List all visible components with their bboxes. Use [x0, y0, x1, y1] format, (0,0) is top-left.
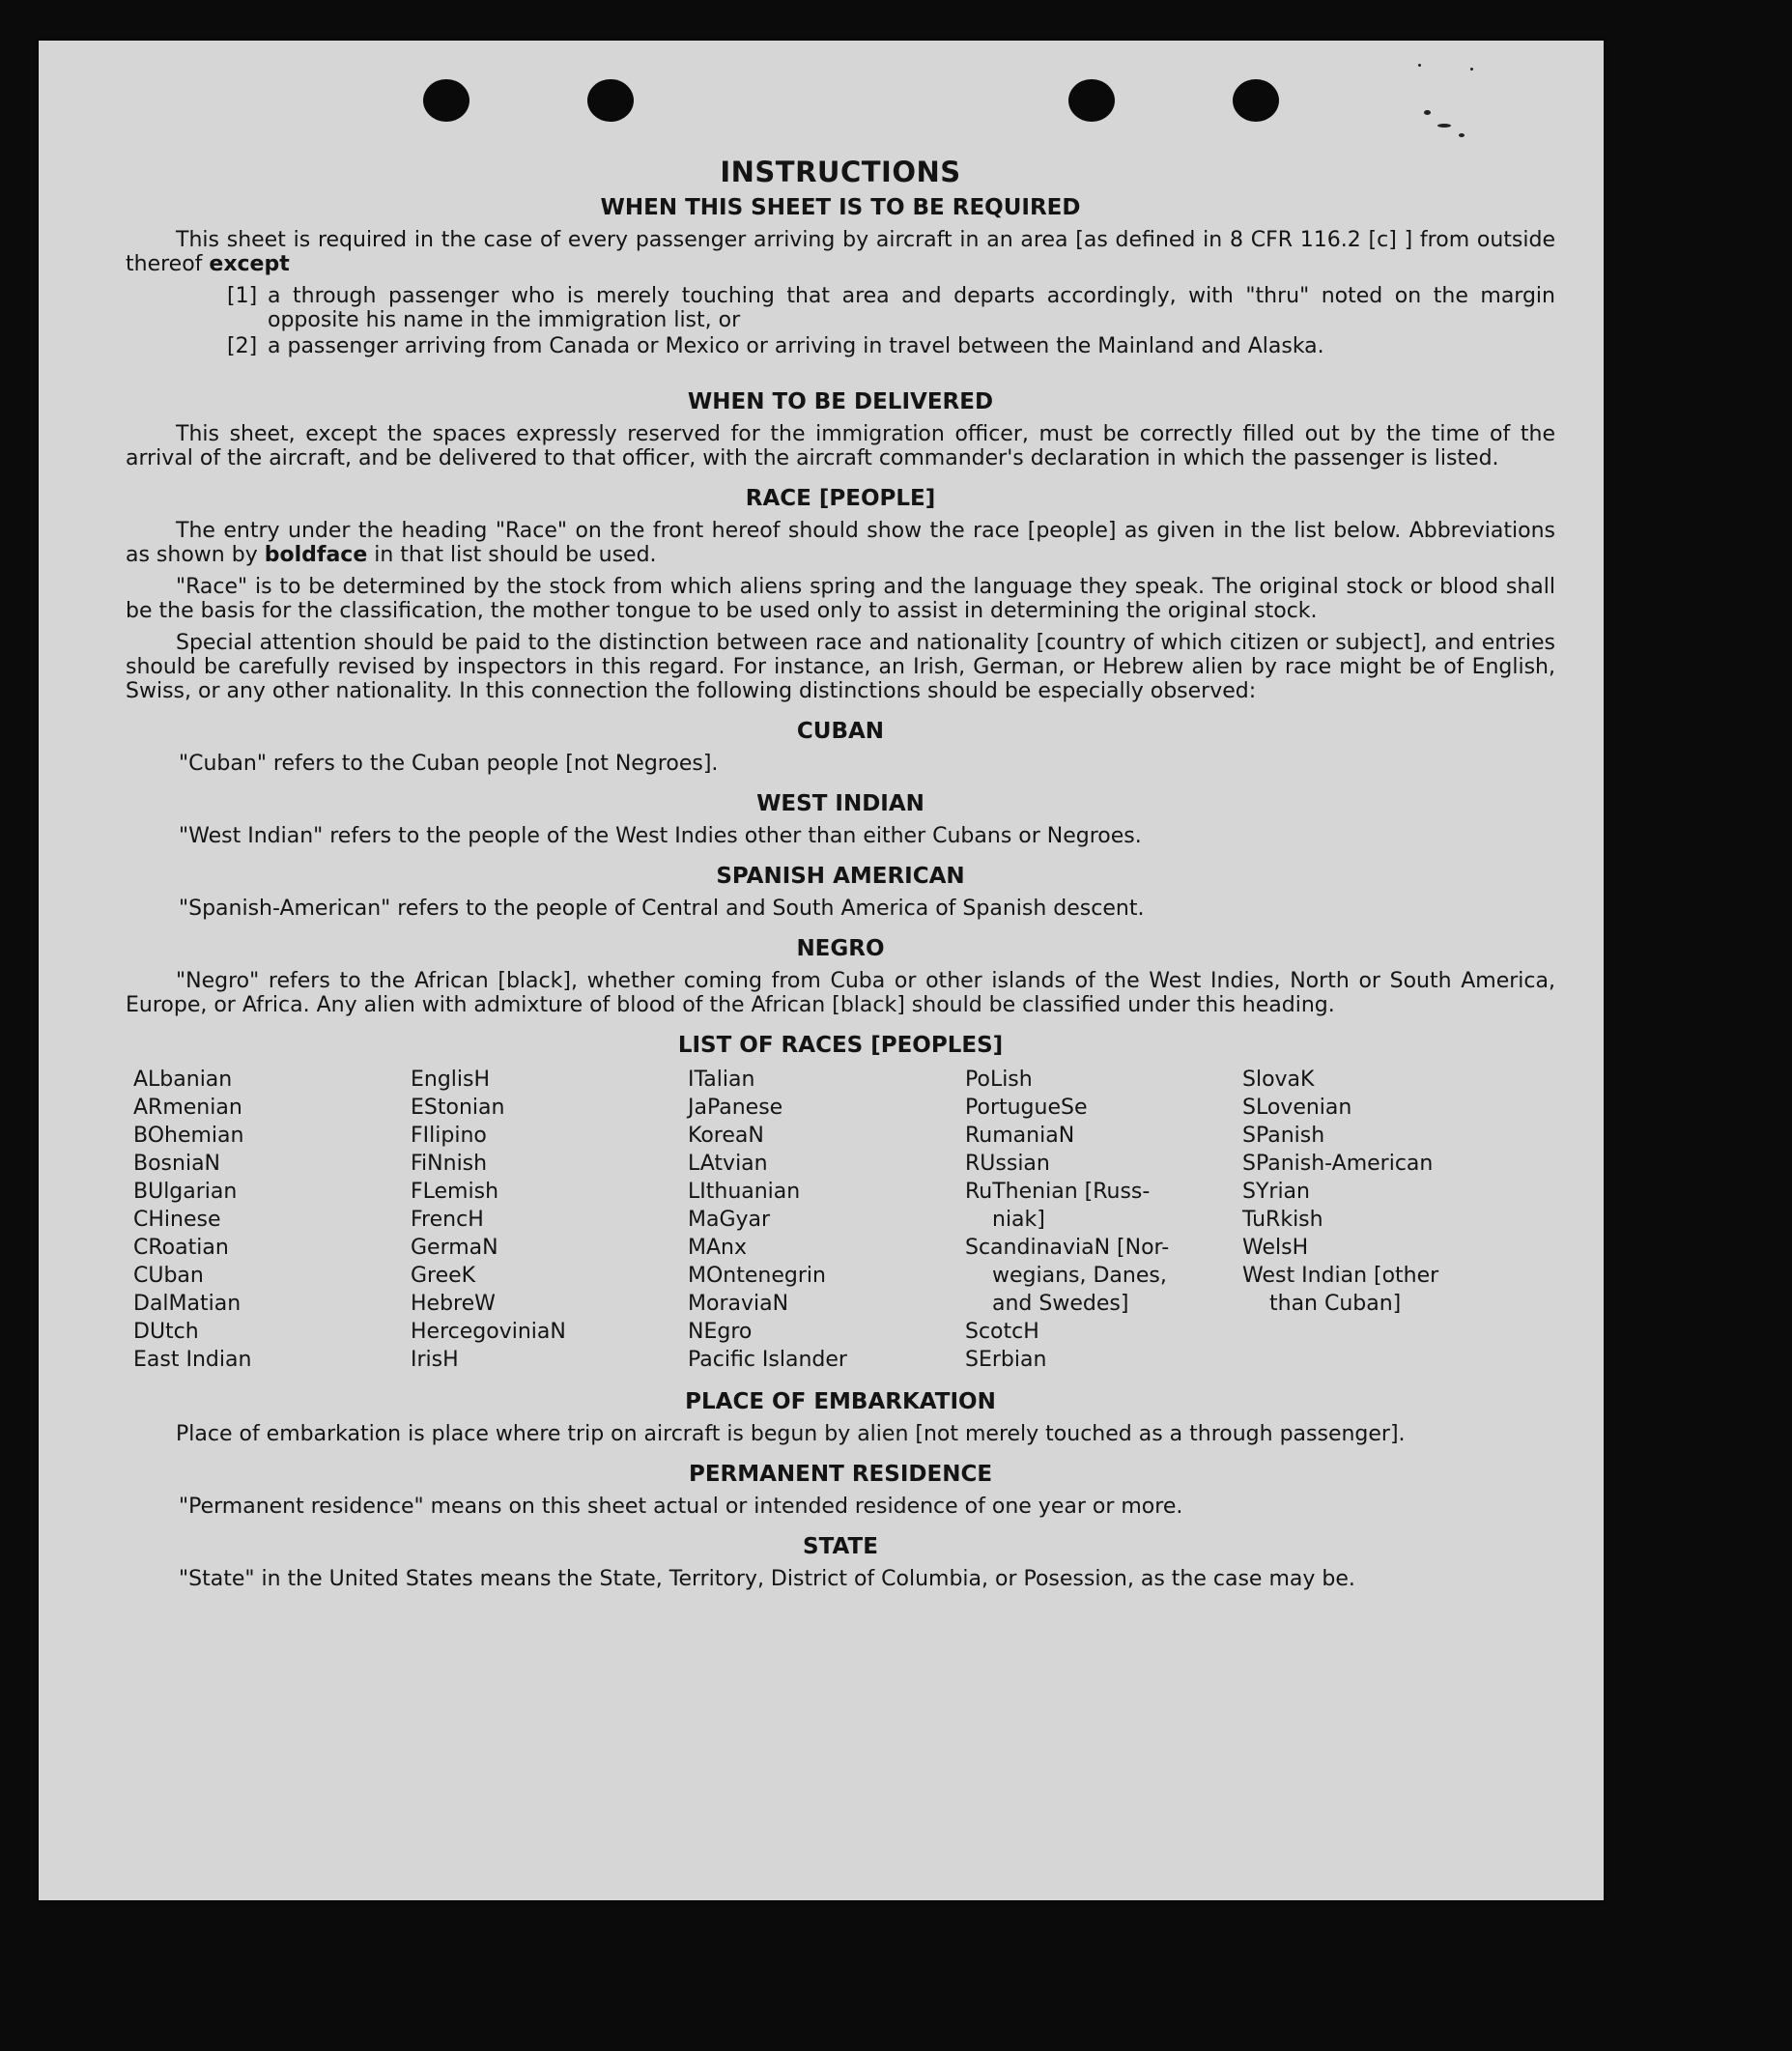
text-run: boldface: [264, 543, 368, 567]
race-entry: EnglisH: [411, 1068, 491, 1092]
race-entry: JaPanese: [688, 1096, 783, 1120]
text-run: [2]: [227, 334, 258, 358]
race-entry: SErbian: [965, 1348, 1047, 1372]
race-entry: IrisH: [411, 1348, 459, 1372]
paragraph: "Cuban" refers to the Cuban people [not Negroes].: [179, 752, 719, 776]
paragraph: "Negro" refers to the African [black], whether coming from Cuba or other islands of the West Indies, North or South America, Europe, or Africa. Any alien with admixture of blood of the African [black] should be classified under this heading.: [126, 969, 1555, 1017]
race-entry: ScotcH: [965, 1320, 1039, 1344]
race-entry: RUssian: [965, 1152, 1050, 1176]
race-entry: PoLish: [965, 1068, 1033, 1092]
text-run: The entry under the heading "Race" on the front hereof should show the race [people] as given in the list below. Abbreviations as shown by: [126, 519, 1555, 567]
list-item: [126, 334, 1555, 358]
section-heading: STATE: [803, 1534, 878, 1559]
race-entry: RuThenian [Russ-: [965, 1180, 1151, 1204]
race-entry: DalMatian: [133, 1292, 242, 1316]
section-heading: PLACE OF EMBARKATION: [685, 1389, 996, 1414]
race-entry: SPanish: [1242, 1124, 1325, 1148]
section-heading: NEGRO: [796, 936, 885, 961]
race-entry: Pacific Islander: [688, 1348, 847, 1372]
races-column: [1242, 1066, 1520, 1374]
race-entry: ITalian: [688, 1068, 755, 1092]
race-entry: ARmenian: [133, 1096, 242, 1120]
paragraph: "Permanent residence" means on this sheet actual or intended residence of one year or more.: [179, 1495, 1183, 1519]
race-entry: PortugueSe: [965, 1096, 1088, 1120]
race-entry: NEgro: [688, 1320, 753, 1344]
race-entry: MoraviaN: [688, 1292, 789, 1316]
race-entry: CUban: [133, 1264, 204, 1288]
section-heading: WHEN THIS SHEET IS TO BE REQUIRED: [600, 195, 1081, 220]
instructions-content: [126, 155, 1555, 1599]
punch-hole: [423, 79, 469, 122]
race-entry: West Indian [other: [1242, 1264, 1439, 1288]
paragraph: Special attention should be paid to the distinction between race and nationality [country of which citizen or subject], and entries should be carefully revised by inspectors in this regard. For instance, an Irish, German, or Hebrew alien by race might be of English, Swiss, or any other nationality. In this connection the following distinctions should be especially observed:: [126, 631, 1555, 703]
punch-hole: [1233, 79, 1279, 122]
paragraph: "Spanish-American" refers to the people of Central and South America of Spanish descent.: [179, 897, 1145, 921]
race-entry: CHinese: [133, 1208, 221, 1232]
paragraph: [126, 228, 1555, 276]
race-entry: FiNnish: [411, 1152, 488, 1176]
race-entry: niak]: [992, 1208, 1045, 1232]
paragraph: "State" in the United States means the State, Territory, District of Columbia, or Posession, as the case may be.: [179, 1567, 1355, 1591]
race-entry: MOntenegrin: [688, 1264, 826, 1288]
race-entry: HercegoviniaN: [411, 1320, 566, 1344]
paragraph: This sheet, except the spaces expressly reserved for the immigration officer, must be correctly filled out by the time of the arrival of the aircraft, and be delivered to that officer, with the aircraft commander's declaration in which the passenger is listed.: [126, 422, 1555, 470]
race-entry: HebreW: [411, 1292, 496, 1316]
punch-hole: [1068, 79, 1115, 122]
race-entry: KoreaN: [688, 1124, 764, 1148]
race-entry: ScandinaviaN [Nor-: [965, 1236, 1170, 1260]
race-entry: DUtch: [133, 1320, 199, 1344]
section-heading: CUBAN: [796, 719, 885, 744]
races-column: [411, 1066, 688, 1374]
section-heading: PERMANENT RESIDENCE: [688, 1462, 993, 1487]
race-entry: SLovenian: [1242, 1096, 1352, 1120]
races-list: [133, 1066, 1555, 1374]
race-entry: than Cuban]: [1269, 1292, 1402, 1316]
paragraph: "Race" is to be determined by the stock from which aliens spring and the language they speak. The original stock or blood shall be the basis for the classification, the mother tongue to be used only to assist in determining the original stock.: [126, 575, 1555, 623]
race-entry: GermaN: [411, 1236, 498, 1260]
race-entry: LIthuanian: [688, 1180, 801, 1204]
race-entry: FIlipino: [411, 1124, 487, 1148]
race-entry: and Swedes]: [992, 1292, 1129, 1316]
paragraph: "West Indian" refers to the people of the West Indies other than either Cubans or Negroes.: [179, 824, 1142, 848]
race-entry: MAnx: [688, 1236, 747, 1260]
race-entry: FLemish: [411, 1180, 499, 1204]
section-heading: WEST INDIAN: [756, 791, 924, 816]
race-entry: LAtvian: [688, 1152, 768, 1176]
text-run: a through passenger who is merely touching that area and departs accordingly, with "thru" noted on the margin opposite his name in the immigration list, or: [268, 284, 1555, 332]
section-heading: RACE [PEOPLE]: [745, 486, 936, 511]
race-entry: EStonian: [411, 1096, 505, 1120]
text-run: [1]: [227, 284, 258, 308]
race-entry: RumaniaN: [965, 1124, 1075, 1148]
race-entry: ALbanian: [133, 1068, 233, 1092]
section-heading: SPANISH AMERICAN: [716, 864, 965, 889]
section-heading: LIST OF RACES [PEOPLES]: [677, 1033, 1004, 1058]
race-entry: MaGyar: [688, 1208, 771, 1232]
races-column: [133, 1066, 411, 1374]
race-entry: BUlgarian: [133, 1180, 238, 1204]
race-entry: FrencH: [411, 1208, 484, 1232]
paragraph: [126, 519, 1555, 567]
race-entry: SPanish-American: [1242, 1152, 1434, 1176]
document-page: [39, 41, 1604, 1900]
text-run: in that list should be used.: [374, 543, 657, 567]
race-entry: BosniaN: [133, 1152, 221, 1176]
race-entry: SlovaK: [1242, 1068, 1315, 1092]
race-entry: GreeK: [411, 1264, 476, 1288]
race-entry: BOhemian: [133, 1124, 244, 1148]
races-column: [688, 1066, 965, 1374]
section-heading: WHEN TO BE DELIVERED: [687, 389, 994, 414]
paragraph: Place of embarkation is place where trip on aircraft is begun by alien [not merely touched as a through passenger].: [176, 1422, 1406, 1446]
text-run: This sheet is required in the case of every passenger arriving by aircraft in an area [as defined in 8 CFR 116.2 [c] ] from outside thereof: [126, 228, 1555, 276]
list-item: [126, 284, 1555, 332]
page-title: INSTRUCTIONS: [720, 156, 961, 188]
race-entry: TuRkish: [1242, 1208, 1323, 1232]
punch-hole: [587, 79, 634, 122]
race-entry: East Indian: [133, 1348, 252, 1372]
race-entry: WelsH: [1242, 1236, 1309, 1260]
text-run: a passenger arriving from Canada or Mexico or arriving in travel between the Mainland and Alaska.: [268, 334, 1324, 358]
races-column: [965, 1066, 1242, 1374]
race-entry: SYrian: [1242, 1180, 1310, 1204]
race-entry: CRoatian: [133, 1236, 229, 1260]
race-entry: wegians, Danes,: [992, 1264, 1167, 1288]
text-run: except: [209, 252, 290, 276]
